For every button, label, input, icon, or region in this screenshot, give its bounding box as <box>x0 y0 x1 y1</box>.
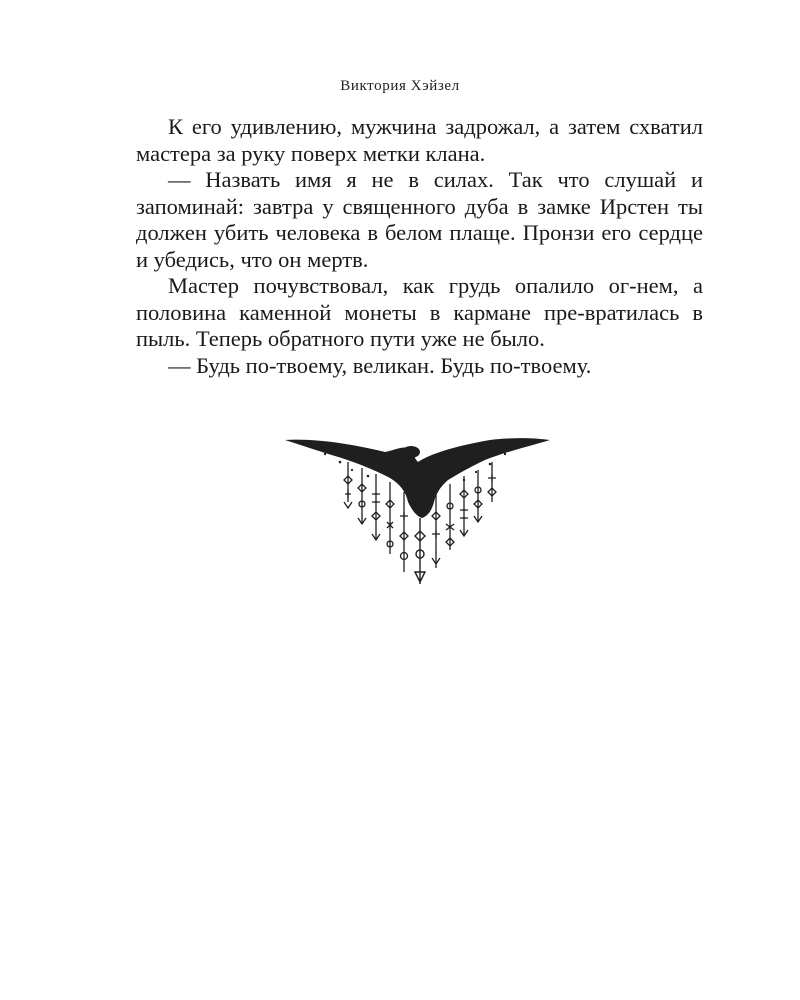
paragraph-4: — Будь по-твоему, великан. Будь по-твоему. <box>168 352 592 378</box>
body-text <box>136 114 703 379</box>
paragraph-1: К его удивлению, мужчина задрожал, а затем схватил мастера за руку поверх метки клана. <box>136 114 703 166</box>
raven-with-runes-icon <box>280 432 555 592</box>
paragraph-2: — Назвать имя я не в силах. Так что слушай и запоминай: завтра у священного дуба в замке Ирстен ты должен убить человека в белом плаще. Пронзи его сердце и убедись, что он мертв. <box>136 167 703 272</box>
paragraph-3: Мастер почувствовал, как грудь опалило ог-нем, а половина каменной монеты в кармане пре-вратилась в пыль. Теперь обратного пути уже не было. <box>136 273 703 351</box>
running-head: Виктория Хэйзел <box>340 78 460 94</box>
